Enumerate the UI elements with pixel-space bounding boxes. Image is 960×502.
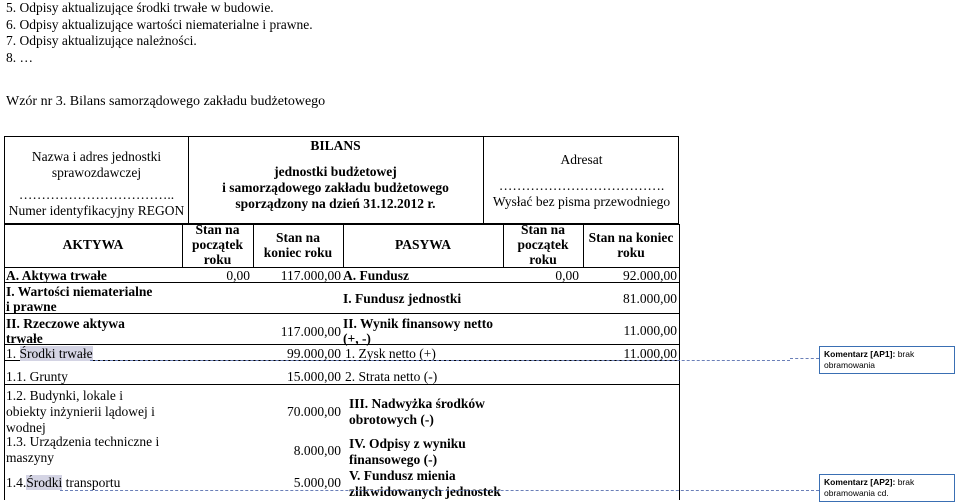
- entity-label: Nazwa i adres jednostki sprawozdawczej …………………………….. Numer identyfikacyjny REGON: [8, 149, 185, 218]
- start-year-header: Stan na początek roku: [192, 222, 243, 267]
- table-row: 1.1. Grunty 15.000,00 2. Strata netto (-): [4, 361, 679, 385]
- balance-header-table: [4, 136, 679, 224]
- p-end-year-header: Stan na koniec roku: [588, 230, 674, 260]
- column-header-row: [4, 224, 679, 268]
- comment-balloon-ap2[interactable]: Komentarz [AP2]: brak obramowania cd.: [819, 474, 955, 502]
- list-item: 7. Odpisy aktualizujące należności.: [6, 33, 197, 48]
- table-row: 1. Środki trwałe 99.000,00 1. Zysk netto (+) 11.000,00: [6, 346, 677, 361]
- table-row: A. Aktywa trwałe 0,00 117.000,00 A. Fundusz 0,00 92.000,00: [6, 268, 677, 283]
- table-row: 1.4.Środki transportu 5.000,00 V. Fundusz mienia zlikwidowanych jednostek: [6, 468, 501, 499]
- document-title: Wzór nr 3. Bilans samorządowego zakładu budżetowego: [6, 94, 326, 109]
- table-row: II. Rzeczowe aktywa trwałe 117.000,00 II. Wynik finansowy netto (+, -) 11.000,00: [6, 316, 677, 346]
- numbered-list: [6, 0, 313, 66]
- table-row: 1.2. Budynki, lokale i obiekty inżynierii lądowej i wodnej 70.000,00 III. Nadwyżka środków obrotowych (-): [6, 388, 485, 435]
- comment-balloon-ap1[interactable]: Komentarz [AP1]: brak obramowania: [819, 346, 955, 374]
- table-row: I. Wartości niematerialne i prawne I. Fundusz jednostki 81.000,00: [6, 284, 677, 314]
- list-item: 8. …: [6, 49, 33, 65]
- table-row: 1.3. Urządzenia techniczne i maszyny 8.000,00 IV. Odpisy z wyniku finansowego (-): [6, 434, 466, 467]
- list-item: 6. Odpisy aktualizujące wartości niematerialne i prawne.: [6, 16, 313, 32]
- highlighted-text: Środki: [26, 475, 63, 490]
- p-start-year-header: Stan na początek roku: [517, 222, 569, 267]
- end-year-header: Stan na koniec roku: [263, 230, 333, 260]
- balance-table: [4, 224, 679, 500]
- bilans-heading: BILANS jednostki budżetowej i samorządowego zakładu budżetowego sporządzony na dzień 31.12.2012 r.: [222, 138, 449, 211]
- list-item: 5. Odpisy aktualizujące środki trwałe w budowie.: [6, 0, 274, 15]
- highlighted-text: Środki trwałe: [19, 346, 93, 361]
- adresat-block: Adresat ………………………………. Wysłać bez pisma przewodniego: [492, 152, 671, 209]
- aktywa-header: AKTYWA: [62, 237, 124, 252]
- pasywa-header: PASYWA: [394, 237, 451, 252]
